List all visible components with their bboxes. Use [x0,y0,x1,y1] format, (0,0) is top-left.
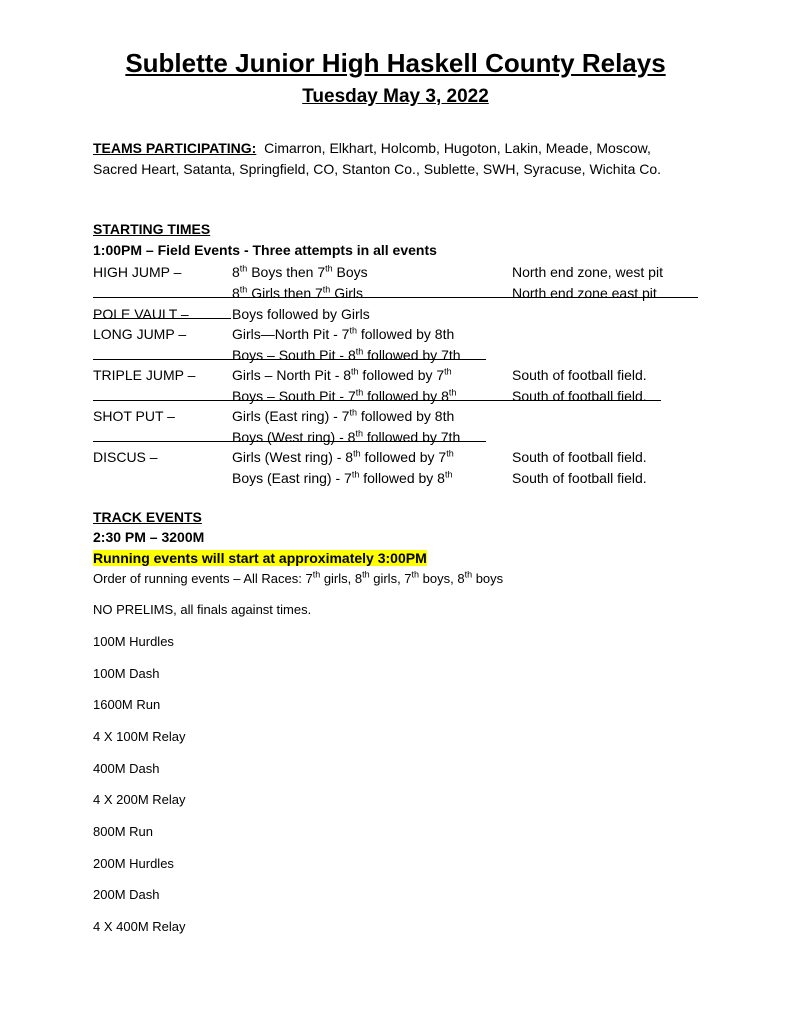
description-fragment: followed by 7th [363,347,461,363]
description-fragment: th [349,407,357,418]
description-fragment: th [353,448,361,459]
description-fragment: th [444,366,452,377]
description-fragment: followed by 8 [363,388,449,404]
description-fragment: th [355,428,363,439]
divider-long-jump [93,359,486,360]
starting-times-heading: STARTING TIMES [93,221,211,237]
description-fragment: th [239,284,248,295]
order-fragment: th [411,569,420,580]
divider-pole-vault [93,318,231,319]
order-fragment: girls, 8 [320,571,363,586]
description-fragment: Girls (West ring) - 8 [232,449,354,465]
description-fragment: th [322,284,331,295]
track-event-item: 4 X 200M Relay [93,792,186,807]
description-fragment: Boys (East ring) - 7 [232,470,352,486]
field-event-description [232,365,452,385]
track-event-item: 200M Hurdles [93,856,174,871]
description-fragment: th [444,469,453,480]
track-event-item: 800M Run [93,824,153,839]
track-event-item: 100M Hurdles [93,634,174,649]
prelims-note: NO PRELIMS, all finals against times. [93,602,312,617]
description-fragment: Boys followed by Girls [232,306,370,322]
order-fragment: th [362,569,370,580]
order-fragment: Order of running events – All Races: 7 [93,571,313,586]
divider-shot-put [93,441,486,442]
description-fragment: Girls—North Pit - 7 [232,326,350,342]
order-fragment: boys [472,571,504,586]
description-fragment: Boys – South Pit - 7 [232,388,356,404]
description-fragment: th [448,387,457,398]
track-start-time: 2:30 PM – 3200M [93,529,205,545]
description-fragment: 8 [232,264,240,280]
field-event-description [232,406,454,426]
track-event-item: 4 X 400M Relay [93,919,186,934]
field-event-description [232,283,363,303]
field-event-location: South of football field. [512,367,647,383]
field-event-description [232,345,461,365]
order-fragment: boys, 8 [419,571,465,586]
field-event-name: LONG JUMP – [93,326,187,342]
description-fragment: followed by 7 [358,367,445,383]
field-event-name: DISCUS – [93,449,158,465]
field-event-name: POLE VAULT – [93,306,189,322]
description-fragment: th [325,263,333,274]
description-fragment: th [351,366,359,377]
field-event-location: South of football field. [512,470,647,486]
description-fragment: followed by 8 [359,470,445,486]
event-date: Tuesday May 3, 2022 [302,86,489,107]
track-event-item: 4 X 100M Relay [93,729,186,744]
order-fragment: th [464,569,473,580]
description-fragment: th [239,263,248,274]
description-fragment: 8 [232,285,240,301]
track-event-item: 1600M Run [93,697,161,712]
field-event-description [232,262,368,282]
description-fragment: followed by 8th [356,408,455,424]
field-event-location: North end zone east pit [512,285,657,301]
description-fragment: Boys [332,264,368,280]
teams-label: TEAMS PARTICIPATING: [93,140,257,156]
field-event-description [232,324,454,344]
description-fragment: Girls (East ring) - 7 [232,408,350,424]
field-event-description [232,427,460,447]
description-fragment: Girls [330,285,363,301]
race-order [93,569,503,589]
teams-participating [93,138,693,179]
page-title: Sublette Junior High Haskell County Relays [125,48,666,78]
description-fragment: followed by 7th [362,429,461,445]
description-fragment: th [349,325,357,336]
description-fragment: th [446,448,454,459]
track-event-item: 200M Dash [93,887,160,902]
track-events-heading: TRACK EVENTS [93,509,202,525]
highlighted-text: Running events will start at approximately 3:00PM [93,550,427,566]
field-event-description [232,386,456,406]
field-event-location: South of football field. [512,388,647,404]
teams-list: Cimarron, Elkhart, Holcomb, Hugoton, Lakin, Meade, Moscow, Sacred Heart, Satanta, Springfield, CO, Stanton Co., Sublette, SWH, Syracuse, Wichita Co. [93,140,662,177]
divider-high-jump [93,297,698,298]
track-event-item: 100M Dash [93,666,160,681]
order-fragment: girls, 7 [369,571,412,586]
field-events-header: 1:00PM – Field Events - Three attempts in all events [93,242,437,258]
running-start-note [93,548,427,568]
description-fragment: followed by 8th [356,326,455,342]
description-fragment: Girls – North Pit - 8 [232,367,352,383]
description-fragment: Boys (West ring) - 8 [232,429,356,445]
description-fragment: th [351,469,360,480]
field-event-name: TRIPLE JUMP – [93,367,196,383]
track-event-item: 400M Dash [93,761,160,776]
order-fragment: th [312,569,321,580]
field-event-description [232,468,452,488]
field-event-name: SHOT PUT – [93,408,175,424]
description-fragment: Girls then 7 [247,285,323,301]
description-fragment: th [355,346,364,357]
divider-triple-jump [93,400,661,401]
field-event-description [232,447,454,467]
field-event-location: South of football field. [512,449,647,465]
description-fragment: Boys then 7 [247,264,326,280]
field-event-description [232,304,370,324]
description-fragment: Boys – South Pit - 8 [232,347,356,363]
field-event-name: HIGH JUMP – [93,264,182,280]
field-event-location: North end zone, west pit [512,264,663,280]
description-fragment: followed by 7 [360,449,447,465]
description-fragment: th [355,387,364,398]
